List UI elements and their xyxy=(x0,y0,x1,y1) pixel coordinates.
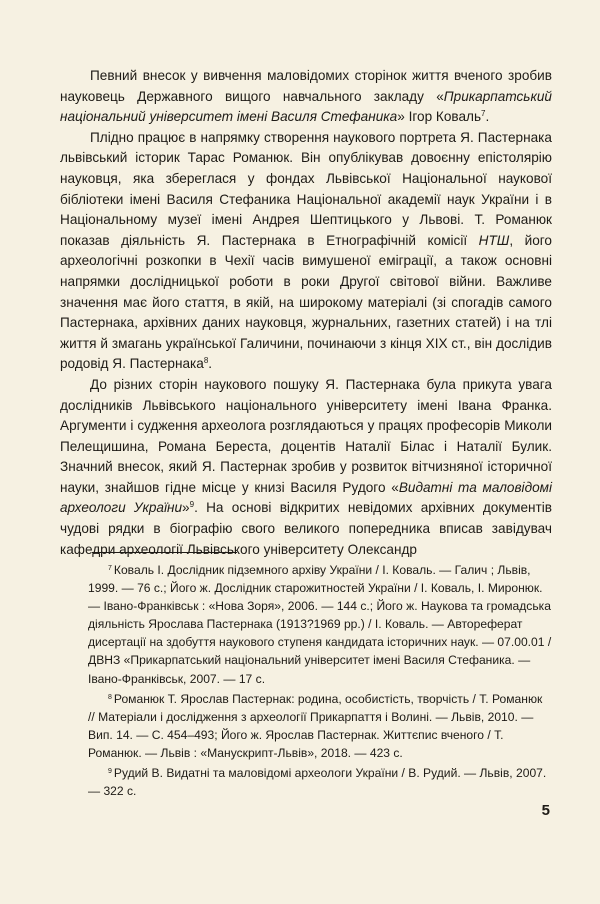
footnote-mark: 7 xyxy=(108,565,112,572)
main-text xyxy=(60,66,552,560)
footnote xyxy=(88,690,552,762)
italic-run: НТШ xyxy=(478,232,510,248)
text-run: До різних сторін наукового пошуку Я. Пастернака була прикута увага дослідників Львівського національного університету імені Івана Франка. Аргументи і судження археолога розглядаються у працях професорів Миколи Пелещишина, Романа Береста, доцентів Наталії Білас і Наталії Булик. Значний внесок, який Я. Пастернак зробив у розвиток вітчизняної історичної науки, знайшов гідне місце у книзі Василя Рудого « xyxy=(60,376,552,495)
page-number: 5 xyxy=(541,802,550,819)
footnote-ref: 7 xyxy=(481,109,486,119)
text-run: , його археологічні розкопки в Чехії часів вимушеної еміграції, а також основні напрямки дослідницької роботи в роки Другої світової війни. Важливе значення має його стаття, в якій, на широкому матеріалі (зі спогадів самого Пастернака, архівних даних науковця, журнальних, газетних статей) і на тлі життя й змагань української Галичини, починаючи з кінця ХІХ ст., він дослідив родовід Я. Пастернака xyxy=(60,232,552,372)
text-run: . xyxy=(208,356,213,372)
footnote-mark: 9 xyxy=(108,768,112,776)
italic-run: Видатні та маловідомі археологи України xyxy=(60,479,552,516)
footnotes xyxy=(88,561,552,802)
footnote-ref: 8 xyxy=(203,356,209,366)
text-run: » xyxy=(182,500,190,516)
text-run: . xyxy=(485,109,490,125)
text-run: Певний внесок у вивчення маловідомих сторінок життя вченого зробив науковець Державного вищого навчального закладу « xyxy=(60,68,552,104)
footnote-text: Романюк Т. Ярослав Пастернак: родина, особистість, творчість / Т. Романюк // Матеріали і дослідження з археології Прикарпаття і Волині. — Львів, 2010. — Вип. 14. — С. 454–493; Його ж. Ярослав Пастернак. Життєпис вченого / Т. Романюк. — Львів : «Манускрипт-Львів», 2018. — 423 с. xyxy=(88,691,543,760)
paragraph-2 xyxy=(60,128,552,375)
footnote xyxy=(88,561,552,688)
italic-run: Прикарпатський національний університет імені Василя Стефаника xyxy=(60,88,552,125)
text-run: » Ігор Коваль xyxy=(397,109,482,125)
text-run: . На основі відкритих невідомих архівних документів чудові рядки в біографію свого великого попередника вписав завідувач кафедри археології Львівського університету Олександр xyxy=(60,500,552,557)
footnote-text: Коваль І. Дослідник підземного архіву України / І. Коваль. — Галич ; Львів, 1999. — 76 с.; Його ж. Дослідник старожитностей України / І. Коваль, І. Миронюк. — Івано-Франківськ : «Нова Зоря», 2006. — 144 с.; Його ж. Наукова та громадська діяльність Ярослава Пастернака (1913?1969 рр.) / І. Коваль. — Автореферат дисертації на здобуття наукового ступеня кандидата історичних наук. — 07.00.01 / ДВНЗ «Прикарпатський національний університет імені Василя Стефаника. — Івано-Франківськ, 2007. — 17 с. xyxy=(88,563,552,686)
footnote-divider xyxy=(92,552,237,553)
paragraph-3 xyxy=(60,375,552,560)
footnote xyxy=(88,764,552,800)
footnote-ref: 9 xyxy=(189,500,195,510)
text-run: Плідно працює в напрямку створення наукового портрета Я. Пастернака львівський історик Тарас Романюк. Він опублікував довоєнну епістолярію науковця, яка збереглася у фондах Львівської Національної наукової бібліотеки імені Василя Стефаника Національної академії наук України і в Національному музеї імені Андрея Шептицького у Львові. Т. Романюк показав діяльність Я. Пастернака в Етнографічній комісії xyxy=(60,129,552,248)
footnote-text: Рудий В. Видатні та маловідомі археологи України / В. Рудий. — Львів, 2007. — 322 с. xyxy=(88,766,547,799)
paragraph-1 xyxy=(60,66,552,128)
footnote-mark: 8 xyxy=(108,693,112,701)
